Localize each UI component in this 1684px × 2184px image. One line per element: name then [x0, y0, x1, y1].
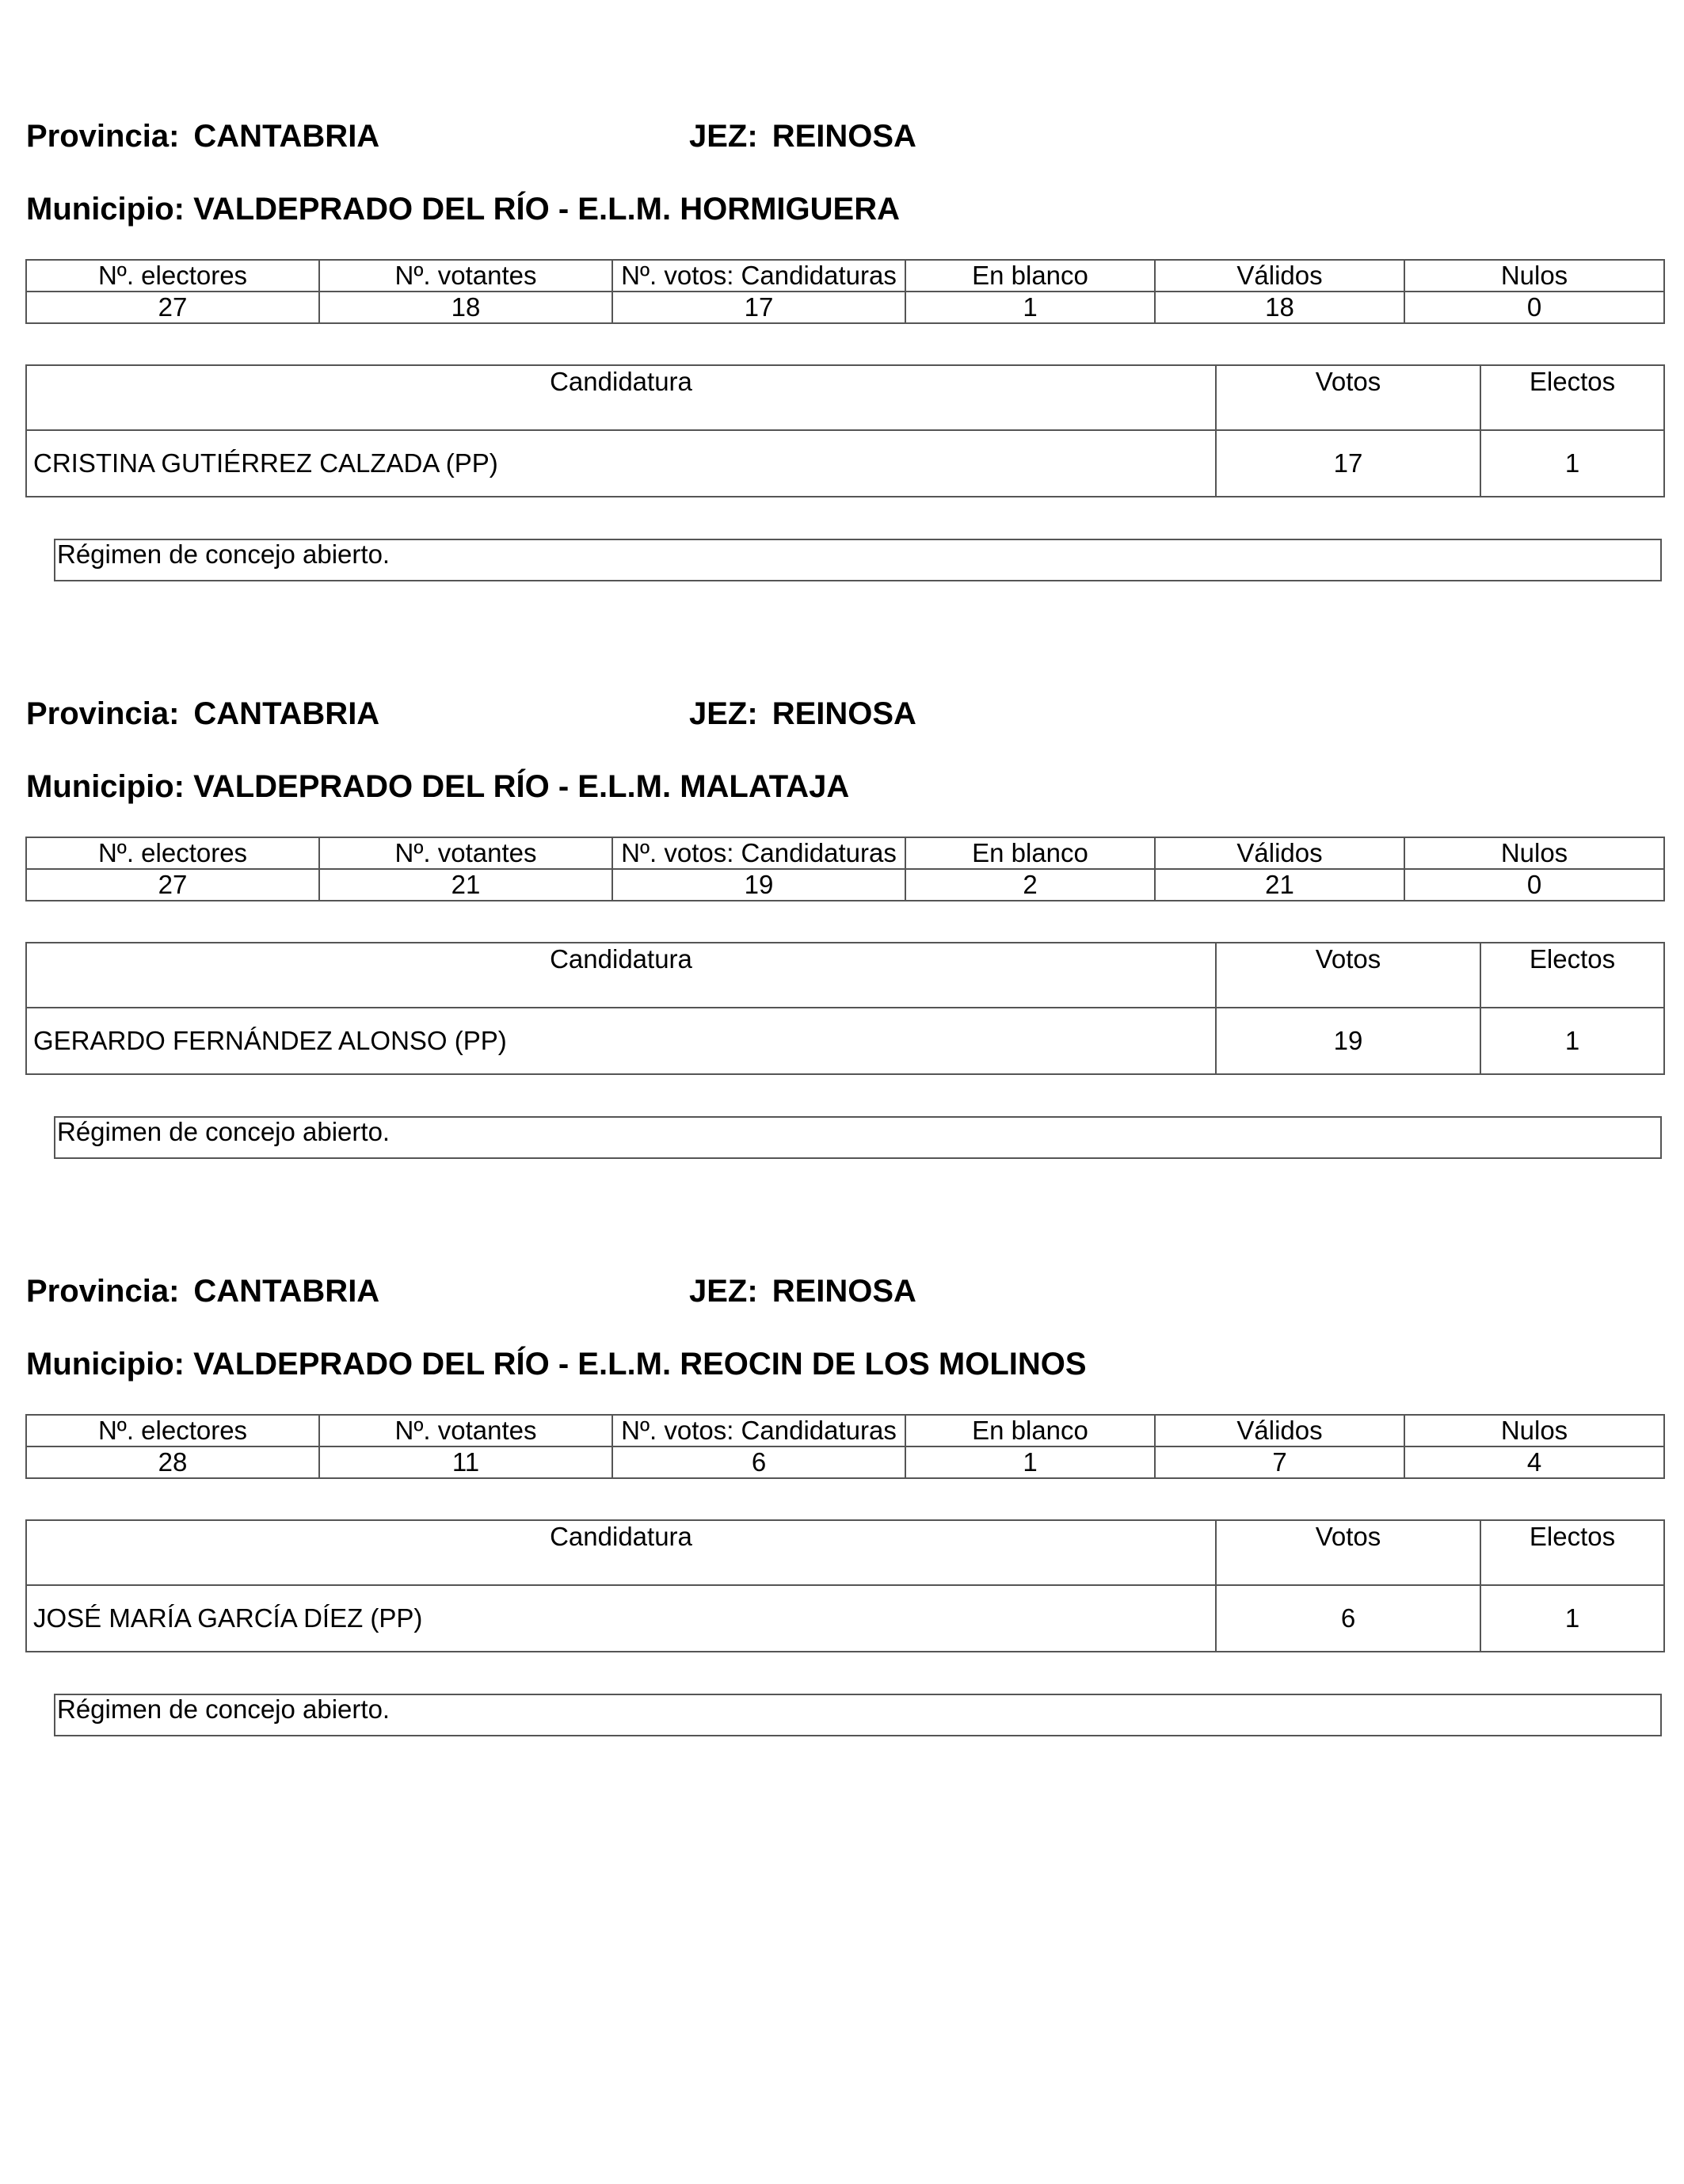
candidates-table	[25, 1519, 1665, 1652]
candidates-header-row: Candidatura Votos Electos	[26, 943, 1664, 1008]
candidates-header-row: Candidatura Votos Electos	[26, 1520, 1664, 1585]
candidates-table	[25, 364, 1665, 497]
stats-table	[25, 837, 1665, 901]
stats-value-row: 27 18 17 1 18 0	[26, 292, 1664, 323]
candidates-header-row: Candidatura Votos Electos	[26, 365, 1664, 430]
stats-header-row: Nº. electores Nº. votantes Nº. votos: Candidaturas En blanco Válidos Nulos	[26, 1415, 1664, 1446]
regime-note: Régimen de concejo abierto.	[54, 539, 1662, 581]
regime-note: Régimen de concejo abierto.	[54, 1116, 1662, 1159]
candidates-table	[25, 942, 1665, 1075]
results-section-reocin	[0, 1155, 1684, 1724]
jez-header: JEZ: REINOSA	[689, 696, 916, 731]
jez-header: JEZ: REINOSA	[689, 1274, 916, 1309]
stats-table	[25, 259, 1665, 324]
regime-note: Régimen de concejo abierto.	[54, 1694, 1662, 1736]
table-row: GERARDO FERNÁNDEZ ALONSO (PP) 19 1	[26, 1008, 1664, 1074]
stats-header-row: Nº. electores Nº. votantes Nº. votos: Candidaturas En blanco Válidos Nulos	[26, 837, 1664, 869]
provincia-header: Provincia: CANTABRIA	[26, 119, 380, 154]
stats-value-row: 28 11 6 1 7 4	[26, 1446, 1664, 1478]
results-section-malataja	[0, 577, 1684, 1146]
municipio-header: Municipio: VALDEPRADO DEL RÍO - E.L.M. REOCIN DE LOS MOLINOS	[26, 1347, 1087, 1382]
municipio-header: Municipio: VALDEPRADO DEL RÍO - E.L.M. HORMIGUERA	[26, 192, 900, 227]
stats-header-row: Nº. electores Nº. votantes Nº. votos: Candidaturas En blanco Válidos Nulos	[26, 260, 1664, 292]
stats-value-row: 27 21 19 2 21 0	[26, 869, 1664, 901]
jez-header: JEZ: REINOSA	[689, 119, 916, 154]
provincia-header: Provincia: CANTABRIA	[26, 1274, 380, 1309]
table-row: CRISTINA GUTIÉRREZ CALZADA (PP) 17 1	[26, 430, 1664, 497]
stats-table	[25, 1414, 1665, 1479]
table-row: JOSÉ MARÍA GARCÍA DÍEZ (PP) 6 1	[26, 1585, 1664, 1652]
provincia-header: Provincia: CANTABRIA	[26, 696, 380, 731]
municipio-header: Municipio: VALDEPRADO DEL RÍO - E.L.M. MALATAJA	[26, 769, 850, 804]
results-section-hormiguera	[0, 0, 1684, 569]
